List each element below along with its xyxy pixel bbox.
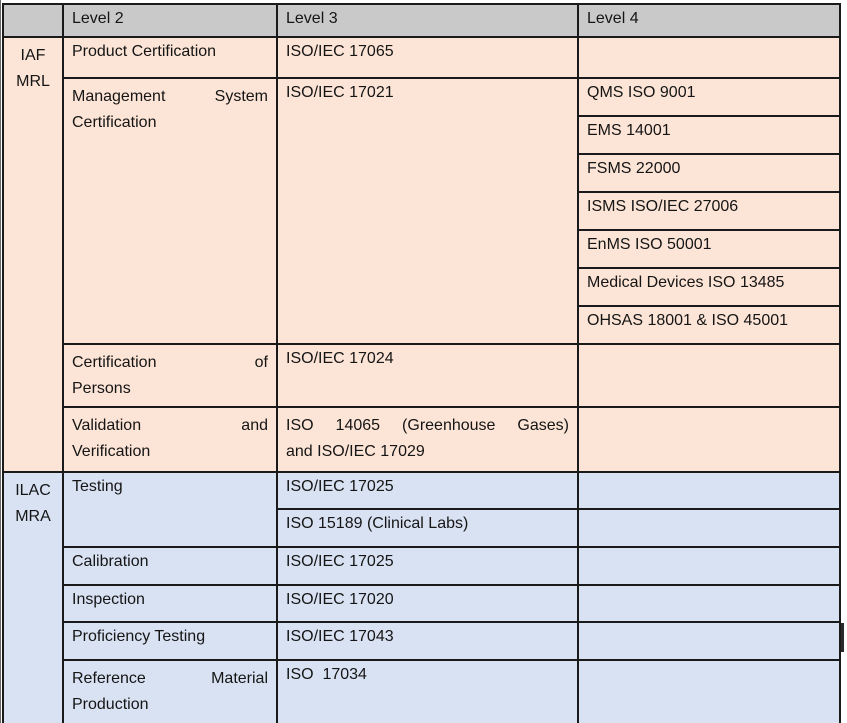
left-edge-artifact [0, 0, 1, 723]
level3-reference-text: ISO 17034 [286, 666, 367, 683]
level2-calibration [63, 547, 277, 585]
row-product-certification [3, 37, 840, 78]
iaf-mrl-group-cell [3, 37, 63, 472]
level3-product-certification-text: ISO/IEC 17065 [286, 43, 394, 60]
row-certification-of-persons [3, 344, 840, 407]
level4-fsms-text: FSMS 22000 [587, 160, 681, 177]
level3-validation-verification: ISO 14065 (Greenhouse Gases) and ISO/IEC 17029 [277, 407, 578, 472]
level4-empty-reference [578, 660, 840, 723]
level4-medical-devices-text: Medical Devices ISO 13485 [587, 274, 785, 291]
level4-empty-persons [578, 344, 840, 407]
iaf-label-line2: MRL [16, 73, 50, 90]
row-proficiency-testing [3, 622, 840, 660]
level3-inspection [277, 585, 578, 622]
level4-isms [578, 192, 840, 230]
level3-persons-text: ISO/IEC 17024 [286, 350, 394, 367]
level2-certification-of-persons: Certification of Persons [63, 344, 277, 407]
level2-validation-verification: Validation and Verification [63, 407, 277, 472]
level2-calibration-text: Calibration [72, 553, 149, 570]
row-testing-17025 [3, 472, 840, 509]
header-row [3, 4, 840, 37]
level3-inspection-text: ISO/IEC 17020 [286, 591, 394, 608]
level2-inspection-text: Inspection [72, 591, 145, 608]
level2-management-system-certification: Management System Certification [63, 78, 277, 344]
level4-empty-proficiency [578, 622, 840, 660]
level4-qms [578, 78, 840, 116]
ilac-label-line2: MRA [15, 508, 51, 525]
level3-calibration [277, 547, 578, 585]
row-management-qms [3, 78, 840, 116]
level2-inspection [63, 585, 277, 622]
level2-testing-text: Testing [72, 478, 123, 495]
level2-testing [63, 472, 277, 547]
row-calibration [3, 547, 840, 585]
ilac-label-line1: ILAC [15, 482, 51, 499]
level3-proficiency-text: ISO/IEC 17043 [286, 628, 394, 645]
header-level3 [277, 4, 578, 37]
level3-management-text: ISO/IEC 17021 [286, 84, 394, 101]
header-level3-label: Level 3 [286, 10, 338, 27]
header-level4-label: Level 4 [587, 10, 639, 27]
level4-fsms [578, 154, 840, 192]
ilac-mra-group-cell [3, 472, 63, 723]
level4-ems-text: EMS 14001 [587, 122, 671, 139]
level4-ems [578, 116, 840, 154]
level3-testing-17025 [277, 472, 578, 509]
level3-testing-15189 [277, 509, 578, 547]
level4-ohsas [578, 306, 840, 344]
accreditation-table [2, 3, 841, 723]
iaf-label-line1: IAF [20, 47, 46, 64]
header-level2 [63, 4, 277, 37]
header-level2-label: Level 2 [72, 10, 124, 27]
level3-management-system-certification [277, 78, 578, 344]
level3-reference-material-production [277, 660, 578, 723]
level3-certification-of-persons [277, 344, 578, 407]
level4-ohsas-text: OHSAS 18001 & ISO 45001 [587, 312, 789, 329]
level3-proficiency-testing [277, 622, 578, 660]
level4-empty-validation [578, 407, 840, 472]
row-validation-verification [3, 407, 840, 472]
level2-product-certification-text: Product Certification [72, 43, 217, 60]
level4-empty-testing-2 [578, 509, 840, 547]
row-inspection [3, 585, 840, 622]
text-cursor-artifact [841, 623, 844, 652]
header-corner-cell [3, 4, 63, 37]
level2-product-certification [63, 37, 277, 78]
level3-product-certification [277, 37, 578, 78]
level4-qms-text: QMS ISO 9001 [587, 84, 696, 101]
level4-medical-devices [578, 268, 840, 306]
level4-enms-text: EnMS ISO 50001 [587, 236, 712, 253]
level3-testing-15189-text: ISO 15189 (Clinical Labs) [286, 515, 469, 532]
level3-testing-17025-text: ISO/IEC 17025 [286, 478, 394, 495]
header-level4 [578, 4, 840, 37]
level2-reference-material-production: Reference Material Production [63, 660, 277, 723]
level4-empty-calibration [578, 547, 840, 585]
level4-empty-product [578, 37, 840, 78]
level4-enms [578, 230, 840, 268]
level4-empty-inspection [578, 585, 840, 622]
level2-proficiency-text: Proficiency Testing [72, 628, 206, 645]
level4-empty-testing-1 [578, 472, 840, 509]
level3-calibration-text: ISO/IEC 17025 [286, 553, 394, 570]
level4-isms-text: ISMS ISO/IEC 27006 [587, 198, 739, 215]
level2-proficiency-testing [63, 622, 277, 660]
row-reference-material-production [3, 660, 840, 723]
